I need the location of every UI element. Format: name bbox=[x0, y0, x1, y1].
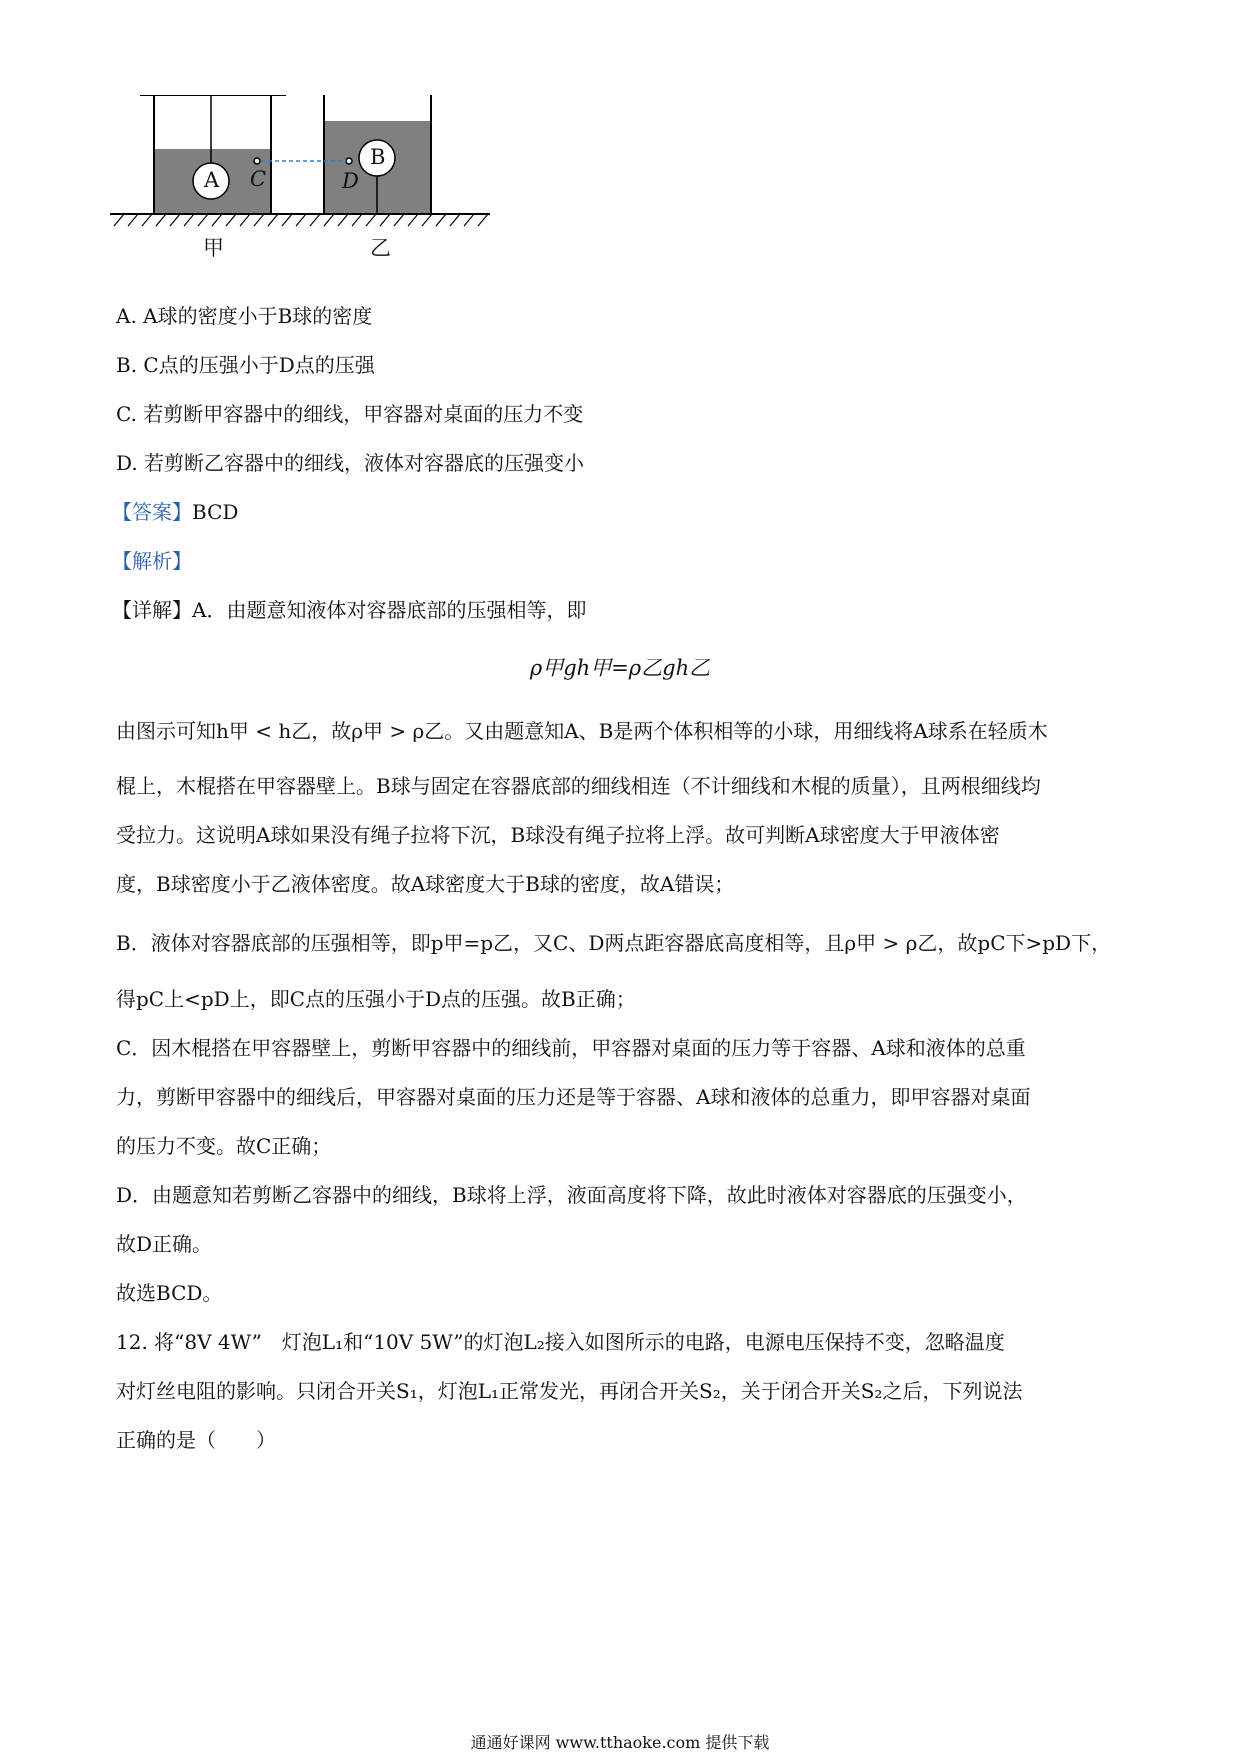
detail-line-8: 力，剪断甲容器中的细线后，甲容器对桌面的压力还是等于容器、A球和液体的总重力，即甲容器对桌面 bbox=[116, 1085, 1031, 1109]
option-b: B. C点的压强小于D点的压强 bbox=[116, 353, 375, 377]
containers-figure bbox=[110, 95, 560, 285]
label-yi: 乙 bbox=[370, 236, 391, 260]
detail-line-5: B．液体对容器底部的压强相等，即p甲=p乙，又C、D两点距容器底高度相等，且ρ甲 > ρ乙，故pC下>pD下， bbox=[116, 931, 1112, 955]
detail-line-3: 受拉力。这说明A球如果没有绳子拉将下沉，B球没有绳子拉将上浮。故可判断A球密度大于甲液体密 bbox=[116, 823, 1000, 847]
label-point-c: C bbox=[250, 167, 267, 191]
point-d bbox=[346, 158, 352, 164]
label-ball-b: B bbox=[370, 145, 386, 169]
point-c bbox=[254, 158, 260, 164]
ground-hatch bbox=[110, 214, 488, 226]
detail-line-9: 的压力不变。故C正确； bbox=[116, 1134, 332, 1158]
detail-line-11: 故D正确。 bbox=[116, 1232, 213, 1256]
label-ball-a: A bbox=[204, 168, 220, 192]
label-point-d: D bbox=[342, 169, 359, 193]
detail-tag: 【详解】 bbox=[112, 598, 192, 622]
option-d: D. 若剪断乙容器中的细线，液体对容器底的压强变小 bbox=[116, 451, 585, 475]
answer-value: BCD bbox=[192, 500, 239, 524]
option-c: C. 若剪断甲容器中的细线，甲容器对桌面的压力不变 bbox=[116, 402, 584, 426]
detail-line-2: 棍上，木棍搭在甲容器壁上。B球与固定在容器底部的细线相连（不计细线和木棍的质量），且两根细线均 bbox=[116, 774, 1041, 798]
detail-line-6: 得pC上<pD上，即C点的压强小于D点的压强。故B正确； bbox=[116, 987, 636, 1011]
figure-svg bbox=[110, 95, 560, 285]
detail-line-7: C．因木棍搭在甲容器壁上，剪断甲容器中的细线前，甲容器对桌面的压力等于容器、A球和液体的总重 bbox=[116, 1036, 1026, 1060]
question12-line-3: 正确的是（ ） bbox=[116, 1428, 276, 1452]
footer-source: 通通好课网 www.tthaoke.com 提供下载 bbox=[470, 1733, 770, 1752]
detail-intro-line bbox=[112, 595, 586, 625]
detail-line-10: D．由题意知若剪断乙容器中的细线，B球将上浮，液面高度将下降，故此时液体对容器底的压强变小， bbox=[116, 1183, 1027, 1207]
question12-line-2: 对灯丝电阻的影响。只闭合开关S₁，灯泡L₁正常发光，再闭合开关S₂，关于闭合开关S₂之后，下列说法 bbox=[116, 1379, 1023, 1403]
detail-line-1: 由图示可知h甲 < h乙，故ρ甲 > ρ乙。又由题意知A、B是两个体积相等的小球，用细线将A球系在轻质木 bbox=[116, 719, 1048, 743]
detail-line-4: 度，B球密度小于乙液体密度。故A球密度大于B球的密度，故A错误； bbox=[116, 872, 735, 896]
answer-line bbox=[112, 497, 238, 527]
detail-line-12: 故选BCD。 bbox=[116, 1281, 223, 1305]
question12-line-1: 12. 将“8V 4W” 灯泡L₁和“10V 5W”的灯泡L₂接入如图所示的电路，电源电压保持不变，忽略温度 bbox=[116, 1330, 1005, 1354]
analysis-tag: 【解析】 bbox=[112, 549, 192, 573]
answer-tag: 【答案】 bbox=[112, 500, 192, 524]
equation: ρ甲gh甲=ρ乙gh乙 bbox=[529, 656, 711, 680]
analysis-line bbox=[112, 546, 192, 576]
option-a: A. A球的密度小于B球的密度 bbox=[116, 304, 373, 328]
label-jia: 甲 bbox=[203, 236, 224, 260]
detail-intro: A．由题意知液体对容器底部的压强相等，即 bbox=[192, 598, 587, 622]
